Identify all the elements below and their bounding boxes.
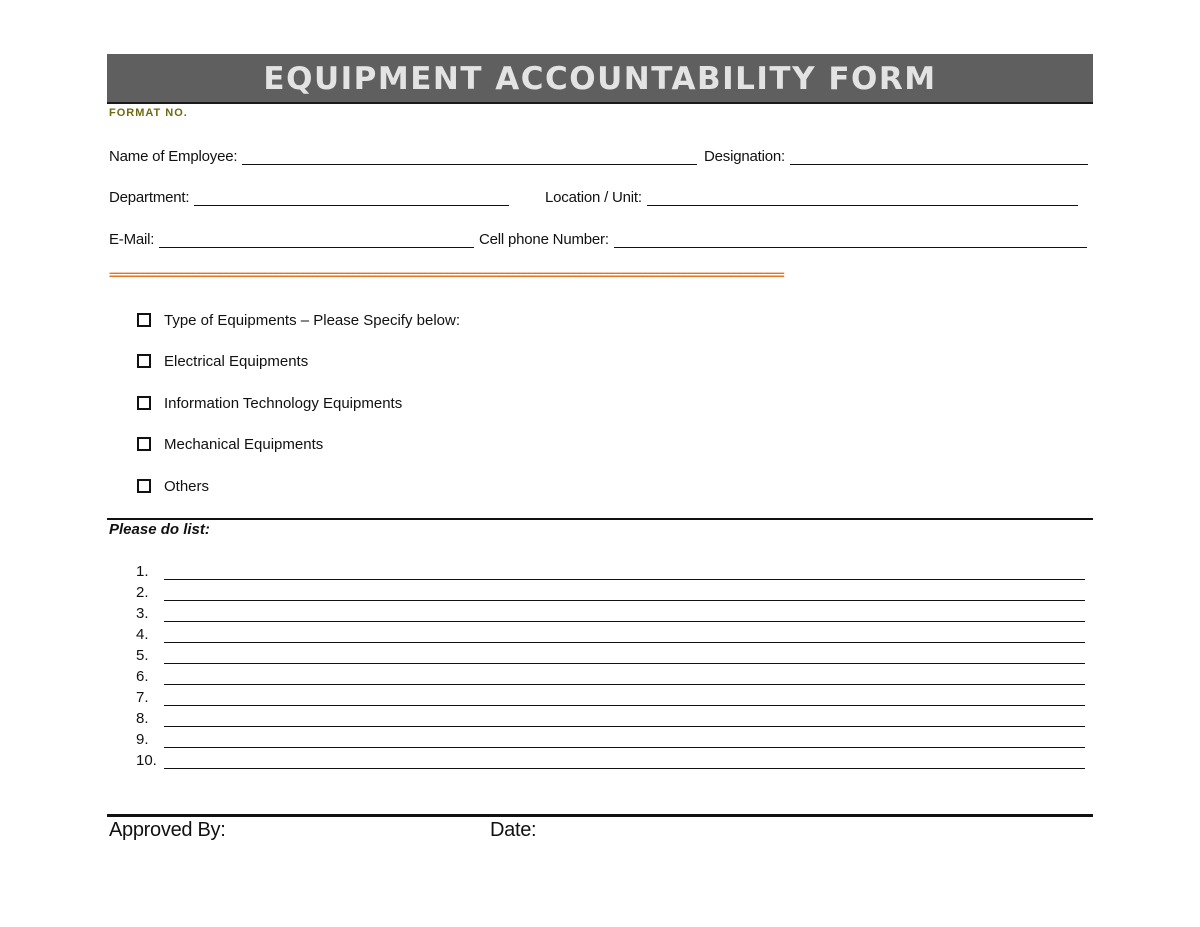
section-separator: ========================================================================================================================== [109, 268, 784, 282]
date-label[interactable]: Date: [490, 819, 537, 841]
employee-name-line[interactable] [242, 147, 697, 165]
list-item-line[interactable] [164, 747, 1085, 748]
designation-line[interactable] [790, 147, 1088, 165]
list-item-number: 2. [136, 584, 149, 601]
list-item-line[interactable] [164, 579, 1085, 580]
checkbox-icon[interactable] [137, 396, 151, 410]
employee-name-label: Name of Employee: [109, 148, 238, 165]
list-item[interactable] [109, 647, 1085, 668]
checkbox-others[interactable] [137, 475, 209, 497]
list-item[interactable] [109, 710, 1085, 731]
list-item[interactable] [109, 605, 1085, 626]
list-item-line[interactable] [164, 600, 1085, 601]
list-item-line[interactable] [164, 642, 1085, 643]
checkbox-label: Mechanical Equipments [164, 435, 324, 453]
list-item-line[interactable] [164, 684, 1085, 685]
list-item-line[interactable] [164, 768, 1085, 769]
department-field[interactable] [109, 184, 509, 206]
checkbox-icon[interactable] [137, 437, 151, 451]
list-item[interactable] [109, 689, 1085, 710]
email-line[interactable] [159, 230, 474, 248]
list-item[interactable] [109, 563, 1085, 584]
checkbox-mechanical-equipments[interactable] [137, 433, 323, 455]
list-item-line[interactable] [164, 726, 1085, 727]
list-item-number: 7. [136, 689, 149, 706]
checkbox-label: Information Technology Equipments [164, 394, 403, 412]
approval-top-rule [107, 814, 1093, 817]
list-item-number: 1. [136, 563, 149, 580]
cell-phone-field[interactable] [479, 226, 1087, 248]
email-field[interactable] [109, 226, 474, 248]
list-item-line[interactable] [164, 621, 1085, 622]
employee-name-field[interactable] [109, 143, 697, 165]
checkbox-label: Type of Equipments – Please Specify below: [164, 311, 461, 329]
list-item-line[interactable] [164, 663, 1085, 664]
list-item-number: 3. [136, 605, 149, 622]
checkbox-icon[interactable] [137, 479, 151, 493]
list-item-number: 5. [136, 647, 149, 664]
department-label: Department: [109, 189, 190, 206]
location-unit-line[interactable] [647, 188, 1078, 206]
location-unit-label: Location / Unit: [545, 189, 642, 206]
checkbox-it-equipments[interactable] [137, 392, 402, 414]
cell-phone-line[interactable] [614, 230, 1087, 248]
list-item-line[interactable] [164, 705, 1085, 706]
list-item[interactable] [109, 731, 1085, 752]
list-item-number: 4. [136, 626, 149, 643]
cell-phone-label: Cell phone Number: [479, 231, 609, 248]
approved-by-label[interactable]: Approved By: [109, 819, 226, 841]
list-item[interactable] [109, 584, 1085, 605]
title-bar [107, 54, 1093, 104]
list-item[interactable] [109, 752, 1085, 773]
checkbox-label: Others [164, 477, 210, 495]
checkbox-electrical-equipments[interactable] [137, 350, 308, 372]
location-unit-field[interactable] [545, 184, 1078, 206]
checkbox-icon[interactable] [137, 354, 151, 368]
email-label: E-Mail: [109, 231, 155, 248]
list-heading: Please do list: [109, 521, 210, 538]
list-item[interactable] [109, 626, 1085, 647]
form-title: EQUIPMENT ACCOUNTABILITY FORM [263, 61, 937, 97]
checkbox-icon[interactable] [137, 313, 151, 327]
designation-field[interactable] [704, 143, 1088, 165]
list-item[interactable] [109, 668, 1085, 689]
list-item-number: 8. [136, 710, 149, 727]
list-item-number: 6. [136, 668, 149, 685]
list-item-number: 9. [136, 731, 149, 748]
designation-label: Designation: [704, 148, 785, 165]
list-item-number: 10. [136, 752, 157, 769]
format-no-label: FORMAT NO. [109, 107, 188, 119]
list-top-rule [107, 518, 1093, 520]
department-line[interactable] [194, 188, 509, 206]
checkbox-type-of-equipments[interactable] [137, 309, 460, 331]
checkbox-label: Electrical Equipments [164, 352, 309, 370]
